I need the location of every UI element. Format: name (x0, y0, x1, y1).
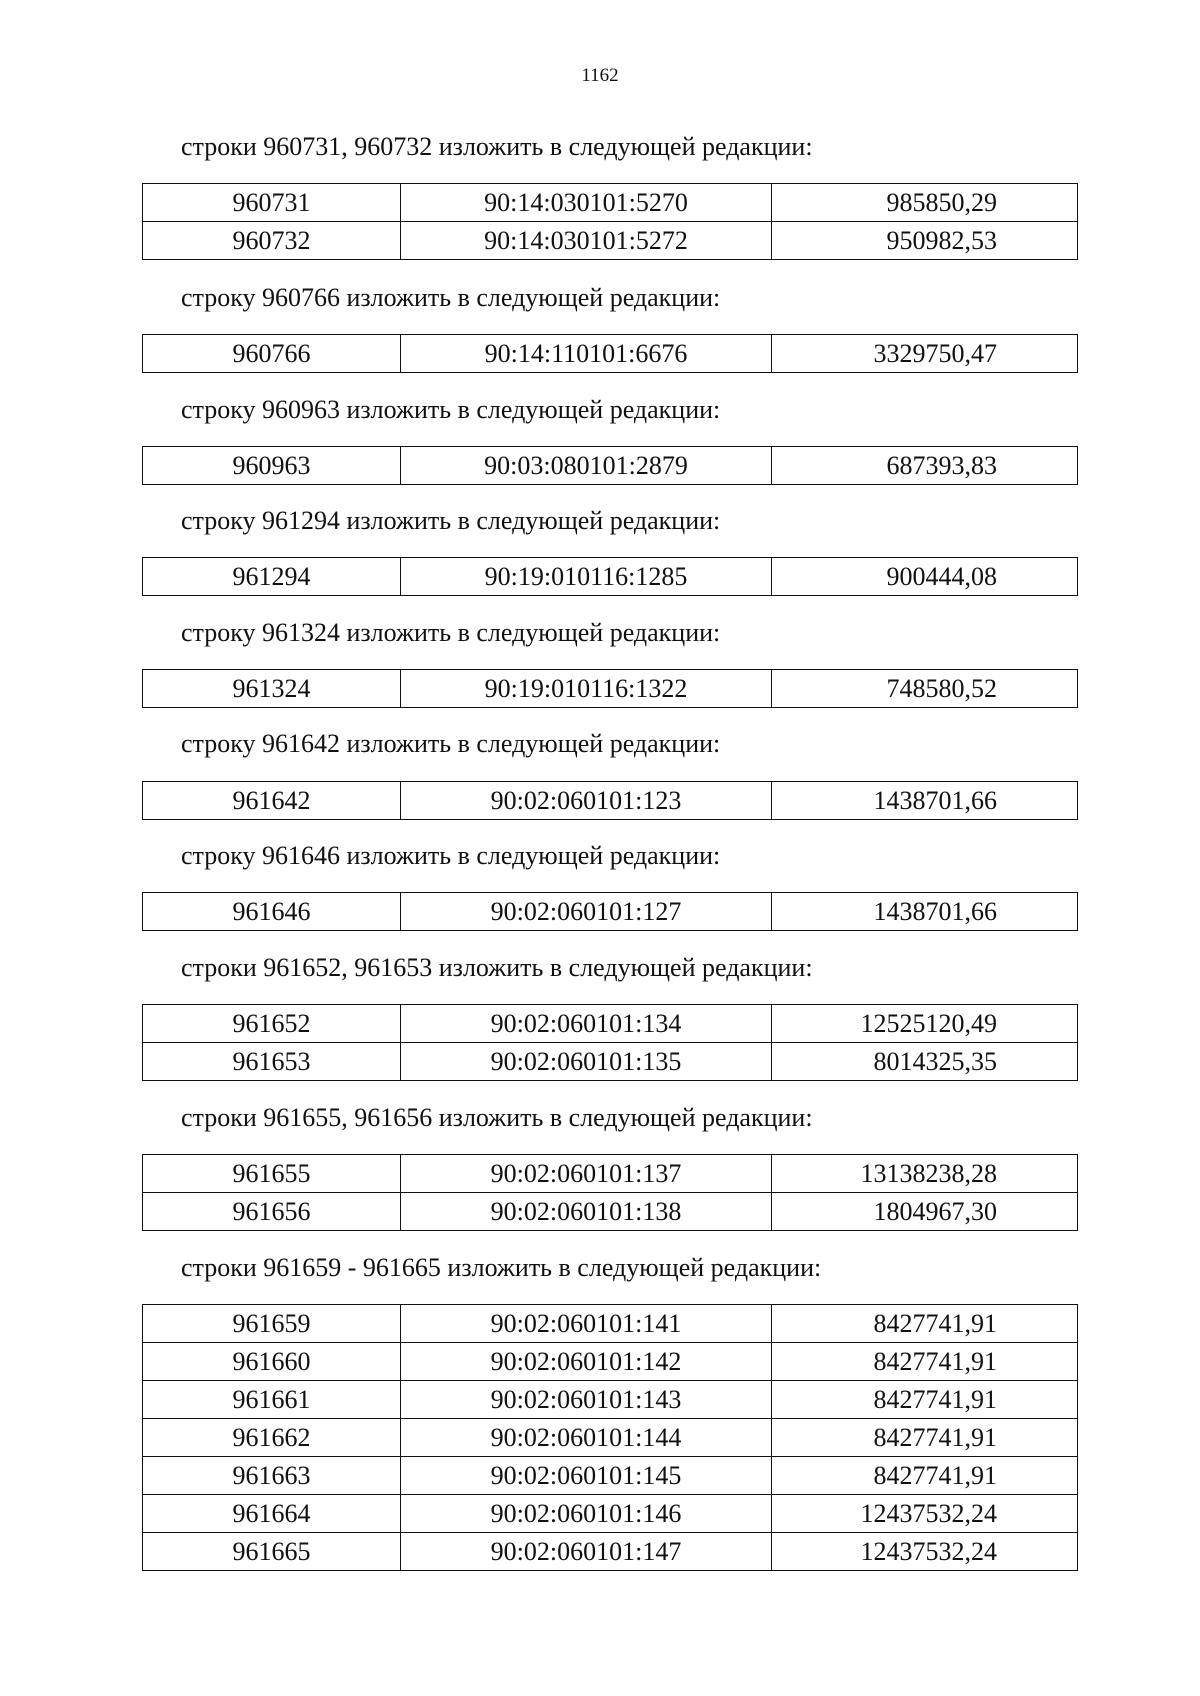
section-instruction: строки 961655, 961656 изложить в следующей редакции: (181, 1103, 813, 1132)
row-number-cell: 961653 (143, 1043, 401, 1081)
section-instruction: строки 960731, 960732 изложить в следующей редакции: (181, 132, 813, 161)
cadastral-number-cell: 90:14:030101:5272 (401, 222, 772, 260)
cadastral-number-cell: 90:02:060101:135 (401, 1043, 772, 1081)
entries-table (142, 334, 1078, 373)
cadastral-number-cell: 90:02:060101:138 (401, 1193, 772, 1231)
row-number-cell: 961652 (143, 1005, 401, 1043)
value-cell: 8014325,35 (772, 1043, 1078, 1081)
value-cell: 12437532,24 (772, 1533, 1078, 1571)
entries-table (142, 1154, 1078, 1231)
section-instruction: строку 961324 изложить в следующей редакции: (181, 618, 721, 647)
section-instruction: строку 961646 изложить в следующей редакции: (181, 841, 721, 870)
value-cell: 12437532,24 (772, 1495, 1078, 1533)
row-number-cell: 960766 (143, 335, 401, 373)
row-number-cell: 960731 (143, 184, 401, 222)
value-cell: 1438701,66 (772, 893, 1078, 931)
table-row (143, 1457, 1078, 1495)
table-row (143, 1343, 1078, 1381)
row-number-cell: 961655 (143, 1155, 401, 1193)
table-row (143, 335, 1078, 373)
value-cell: 8427741,91 (772, 1419, 1078, 1457)
table-row (143, 1193, 1078, 1231)
entries-table (142, 557, 1078, 596)
cadastral-number-cell: 90:02:060101:134 (401, 1005, 772, 1043)
section-instruction: строку 960766 изложить в следующей редакции: (181, 283, 721, 312)
section-instruction: строку 961642 изложить в следующей редакции: (181, 729, 721, 758)
value-cell: 985850,29 (772, 184, 1078, 222)
row-number-cell: 961656 (143, 1193, 401, 1231)
cadastral-number-cell: 90:02:060101:141 (401, 1305, 772, 1343)
row-number-cell: 961665 (143, 1533, 401, 1571)
value-cell: 900444,08 (772, 558, 1078, 596)
entries-table (142, 183, 1078, 260)
entries-table (142, 446, 1078, 485)
table-row (143, 1043, 1078, 1081)
value-cell: 8427741,91 (772, 1343, 1078, 1381)
entries-table (142, 1304, 1078, 1571)
value-cell: 1438701,66 (772, 782, 1078, 820)
table-row (143, 1305, 1078, 1343)
cadastral-number-cell: 90:03:080101:2879 (401, 447, 772, 485)
row-number-cell: 961663 (143, 1457, 401, 1495)
cadastral-number-cell: 90:02:060101:142 (401, 1343, 772, 1381)
row-number-cell: 961642 (143, 782, 401, 820)
section-instruction: строку 961294 изложить в следующей редакции: (181, 506, 721, 535)
row-number-cell: 961659 (143, 1305, 401, 1343)
value-cell: 13138238,28 (772, 1155, 1078, 1193)
row-number-cell: 961662 (143, 1419, 401, 1457)
row-number-cell: 961294 (143, 558, 401, 596)
row-number-cell: 961664 (143, 1495, 401, 1533)
row-number-cell: 960963 (143, 447, 401, 485)
cadastral-number-cell: 90:19:010116:1322 (401, 670, 772, 708)
entries-table (142, 1004, 1078, 1081)
value-cell: 8427741,91 (772, 1381, 1078, 1419)
value-cell: 1804967,30 (772, 1193, 1078, 1231)
cadastral-number-cell: 90:02:060101:137 (401, 1155, 772, 1193)
row-number-cell: 960732 (143, 222, 401, 260)
table-row (143, 1381, 1078, 1419)
cadastral-number-cell: 90:02:060101:145 (401, 1457, 772, 1495)
row-number-cell: 961660 (143, 1343, 401, 1381)
cadastral-number-cell: 90:02:060101:143 (401, 1381, 772, 1419)
value-cell: 3329750,47 (772, 335, 1078, 373)
table-row (143, 782, 1078, 820)
table-row (143, 1533, 1078, 1571)
row-number-cell: 961661 (143, 1381, 401, 1419)
entries-table (142, 669, 1078, 708)
cadastral-number-cell: 90:14:110101:6676 (401, 335, 772, 373)
table-row (143, 1495, 1078, 1533)
section-instruction: строки 961652, 961653 изложить в следующей редакции: (181, 953, 813, 982)
table-row (143, 222, 1078, 260)
cadastral-number-cell: 90:02:060101:127 (401, 893, 772, 931)
table-row (143, 893, 1078, 931)
section-instruction: строку 960963 изложить в следующей редакции: (181, 395, 721, 424)
entries-table (142, 781, 1078, 820)
table-row (143, 1155, 1078, 1193)
cadastral-number-cell: 90:02:060101:146 (401, 1495, 772, 1533)
cadastral-number-cell: 90:19:010116:1285 (401, 558, 772, 596)
value-cell: 12525120,49 (772, 1005, 1078, 1043)
cadastral-number-cell: 90:02:060101:147 (401, 1533, 772, 1571)
section-instruction: строки 961659 - 961665 изложить в следующей редакции: (181, 1253, 822, 1282)
table-row (143, 558, 1078, 596)
table-row (143, 1419, 1078, 1457)
value-cell: 8427741,91 (772, 1305, 1078, 1343)
row-number-cell: 961646 (143, 893, 401, 931)
row-number-cell: 961324 (143, 670, 401, 708)
table-row (143, 447, 1078, 485)
cadastral-number-cell: 90:02:060101:144 (401, 1419, 772, 1457)
table-row (143, 184, 1078, 222)
table-row (143, 1005, 1078, 1043)
cadastral-number-cell: 90:14:030101:5270 (401, 184, 772, 222)
value-cell: 8427741,91 (772, 1457, 1078, 1495)
entries-table (142, 892, 1078, 931)
value-cell: 687393,83 (772, 447, 1078, 485)
cadastral-number-cell: 90:02:060101:123 (401, 782, 772, 820)
value-cell: 950982,53 (772, 222, 1078, 260)
value-cell: 748580,52 (772, 670, 1078, 708)
page-number: 1162 (581, 65, 619, 86)
table-row (143, 670, 1078, 708)
